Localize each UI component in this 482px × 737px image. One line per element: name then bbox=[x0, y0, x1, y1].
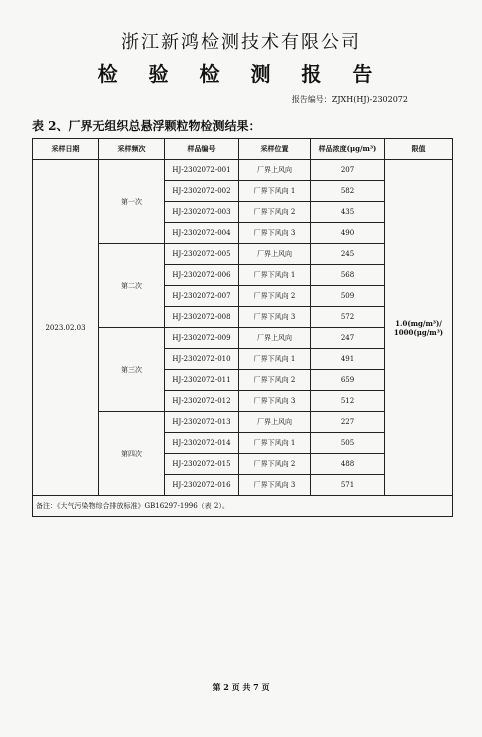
sample-position-cell: 厂界上风向 bbox=[239, 160, 311, 181]
concentration-cell: 490 bbox=[311, 223, 385, 244]
sample-id-cell: HJ-2302072-015 bbox=[165, 454, 239, 475]
sample-position-cell: 厂界下风向 1 bbox=[239, 265, 311, 286]
concentration-cell: 568 bbox=[311, 265, 385, 286]
sample-position-cell: 厂界下风向 2 bbox=[239, 454, 311, 475]
sample-id-cell: HJ-2302072-008 bbox=[165, 307, 239, 328]
header-cell: 采样频次 bbox=[99, 139, 165, 160]
table-caption: 表 2、厂界无组织总悬浮颗粒物检测结果： bbox=[32, 119, 261, 133]
sampling-frequency-cell: 第二次 bbox=[99, 244, 165, 328]
header-cell: 样品编号 bbox=[165, 139, 239, 160]
sampling-frequency-cell: 第三次 bbox=[99, 328, 165, 412]
sample-id-cell: HJ-2302072-003 bbox=[165, 202, 239, 223]
header-cell: 样品浓度(μg/m³) bbox=[311, 139, 385, 160]
sample-position-cell: 厂界下风向 1 bbox=[239, 433, 311, 454]
sample-id-cell: HJ-2302072-013 bbox=[165, 412, 239, 433]
sample-id-cell: HJ-2302072-009 bbox=[165, 328, 239, 349]
note-row bbox=[33, 496, 453, 517]
report-number: 报告编号：ZJXH(HJ)-2302072 bbox=[291, 95, 408, 104]
concentration-cell: 435 bbox=[311, 202, 385, 223]
sample-id-cell: HJ-2302072-007 bbox=[165, 286, 239, 307]
note-cell: 备注：《大气污染物综合排放标准》GB16297-1996（表 2）。 bbox=[33, 496, 453, 517]
concentration-cell: 207 bbox=[311, 160, 385, 181]
page-footer: 第 2 页 共 7 页 bbox=[212, 682, 270, 692]
sampling-frequency-cell: 第四次 bbox=[99, 412, 165, 496]
sample-id-cell: HJ-2302072-012 bbox=[165, 391, 239, 412]
limit-value-ug: 1000(μg/m³) bbox=[393, 327, 444, 337]
concentration-cell: 659 bbox=[311, 370, 385, 391]
sample-id-cell: HJ-2302072-011 bbox=[165, 370, 239, 391]
concentration-cell: 509 bbox=[311, 286, 385, 307]
sample-position-cell: 厂界下风向 2 bbox=[239, 286, 311, 307]
sample-id-cell: HJ-2302072-005 bbox=[165, 244, 239, 265]
sample-id-cell: HJ-2302072-014 bbox=[165, 433, 239, 454]
sample-position-cell: 厂界上风向 bbox=[239, 244, 311, 265]
sample-position-cell: 厂界上风向 bbox=[239, 412, 311, 433]
limit-value-mg: 1.0(mg/m³)/ bbox=[395, 318, 442, 328]
sample-position-cell: 厂界下风向 2 bbox=[239, 202, 311, 223]
concentration-cell: 572 bbox=[311, 307, 385, 328]
header-cell: 采样位置 bbox=[239, 139, 311, 160]
limit-cell bbox=[385, 160, 453, 496]
sampling-frequency-cell: 第一次 bbox=[99, 160, 165, 244]
sample-id-cell: HJ-2302072-006 bbox=[165, 265, 239, 286]
concentration-cell: 247 bbox=[311, 328, 385, 349]
sample-position-cell: 厂界上风向 bbox=[239, 328, 311, 349]
sample-id-cell: HJ-2302072-010 bbox=[165, 349, 239, 370]
sample-position-cell: 厂界下风向 3 bbox=[239, 475, 311, 496]
company-name: 浙江新鸿检测技术有限公司 bbox=[121, 32, 361, 53]
sample-id-cell: HJ-2302072-001 bbox=[165, 160, 239, 181]
header-row bbox=[33, 139, 453, 160]
sample-position-cell: 厂界下风向 3 bbox=[239, 307, 311, 328]
results-table bbox=[32, 138, 453, 517]
table-row bbox=[33, 160, 453, 181]
sample-id-cell: HJ-2302072-004 bbox=[165, 223, 239, 244]
sample-position-cell: 厂界下风向 2 bbox=[239, 370, 311, 391]
sample-position-cell: 厂界下风向 3 bbox=[239, 391, 311, 412]
concentration-cell: 505 bbox=[311, 433, 385, 454]
sample-position-cell: 厂界下风向 1 bbox=[239, 181, 311, 202]
sampling-date-cell: 2023.02.03 bbox=[33, 160, 99, 496]
concentration-cell: 582 bbox=[311, 181, 385, 202]
concentration-cell: 491 bbox=[311, 349, 385, 370]
concentration-cell: 227 bbox=[311, 412, 385, 433]
concentration-cell: 512 bbox=[311, 391, 385, 412]
document-title: 检 验 检 测 报 告 bbox=[97, 62, 385, 86]
header-cell: 采样日期 bbox=[33, 139, 99, 160]
sample-id-cell: HJ-2302072-016 bbox=[165, 475, 239, 496]
sample-id-cell: HJ-2302072-002 bbox=[165, 181, 239, 202]
header-cell: 限值 bbox=[385, 139, 453, 160]
concentration-cell: 488 bbox=[311, 454, 385, 475]
sample-position-cell: 厂界下风向 1 bbox=[239, 349, 311, 370]
concentration-cell: 245 bbox=[311, 244, 385, 265]
table-body bbox=[33, 160, 453, 496]
concentration-cell: 571 bbox=[311, 475, 385, 496]
sample-position-cell: 厂界下风向 3 bbox=[239, 223, 311, 244]
